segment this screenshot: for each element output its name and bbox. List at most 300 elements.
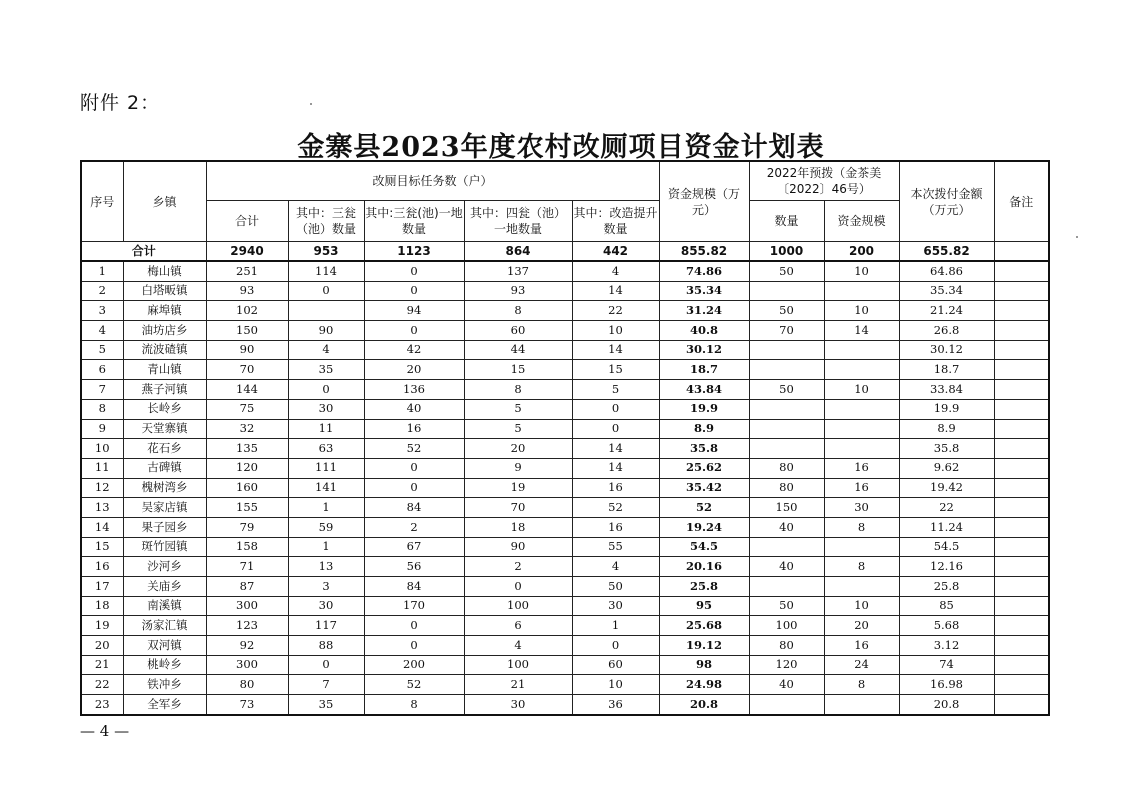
table-row (81, 380, 1049, 400)
table-row (81, 399, 1049, 419)
row-town: 燕子河镇 (123, 380, 206, 400)
row-prealloc-fund: 16 (824, 478, 899, 498)
row-total: 251 (206, 261, 288, 281)
row-sub3: 0 (464, 577, 572, 597)
row-qty (749, 360, 824, 380)
row-sub4: 14 (572, 439, 659, 459)
row-sub1: 11 (288, 419, 364, 439)
row-prealloc-fund: 8 (824, 517, 899, 537)
row-payment: 19.9 (899, 399, 994, 419)
header-prealloc: 2022年预拨（金茶美〔2022〕46号） (749, 161, 899, 201)
row-remark (994, 301, 1049, 321)
row-remark (994, 557, 1049, 577)
row-total: 87 (206, 577, 288, 597)
row-sub3: 18 (464, 517, 572, 537)
row-town: 青山镇 (123, 360, 206, 380)
row-town: 果子园乡 (123, 517, 206, 537)
row-sub4: 36 (572, 695, 659, 715)
row-fund: 25.8 (659, 577, 749, 597)
row-qty: 40 (749, 675, 824, 695)
table-row (81, 557, 1049, 577)
table-row (81, 498, 1049, 518)
table-row (81, 281, 1049, 301)
row-sub3: 21 (464, 675, 572, 695)
row-sub4: 52 (572, 498, 659, 518)
row-sub2: 8 (364, 695, 464, 715)
row-fund: 52 (659, 498, 749, 518)
row-town: 南溪镇 (123, 596, 206, 616)
row-qty: 70 (749, 321, 824, 341)
row-payment: 85 (899, 596, 994, 616)
header-this-payment: 本次拨付金额（万元） (899, 161, 994, 242)
row-prealloc-fund (824, 577, 899, 597)
row-sub2: 0 (364, 458, 464, 478)
row-seq: 15 (81, 537, 123, 557)
row-remark (994, 478, 1049, 498)
row-sub1: 114 (288, 261, 364, 281)
row-sub4: 14 (572, 458, 659, 478)
row-sub1: 88 (288, 636, 364, 656)
row-sub4: 60 (572, 655, 659, 675)
table-row (81, 636, 1049, 656)
row-prealloc-fund: 24 (824, 655, 899, 675)
row-seq: 20 (81, 636, 123, 656)
table-row (81, 695, 1049, 715)
total-sub4: 442 (572, 242, 659, 262)
header-remark: 备注 (994, 161, 1049, 242)
row-remark (994, 281, 1049, 301)
table-row (81, 419, 1049, 439)
row-sub3: 19 (464, 478, 572, 498)
row-sub4: 0 (572, 419, 659, 439)
row-payment: 5.68 (899, 616, 994, 636)
fund-plan-table (80, 160, 1050, 716)
row-sub1: 1 (288, 537, 364, 557)
row-seq: 4 (81, 321, 123, 341)
row-town: 槐树湾乡 (123, 478, 206, 498)
row-sub1: 13 (288, 557, 364, 577)
row-sub4: 55 (572, 537, 659, 557)
row-sub3: 100 (464, 596, 572, 616)
row-payment: 33.84 (899, 380, 994, 400)
total-total: 2940 (206, 242, 288, 262)
row-sub1: 0 (288, 655, 364, 675)
row-fund: 43.84 (659, 380, 749, 400)
row-total: 120 (206, 458, 288, 478)
row-total: 300 (206, 655, 288, 675)
row-sub2: 16 (364, 419, 464, 439)
row-sub3: 20 (464, 439, 572, 459)
row-payment: 16.98 (899, 675, 994, 695)
row-fund: 35.8 (659, 439, 749, 459)
table-row (81, 655, 1049, 675)
row-sub1: 59 (288, 517, 364, 537)
row-payment: 35.34 (899, 281, 994, 301)
row-total: 93 (206, 281, 288, 301)
table-row (81, 360, 1049, 380)
row-fund: 31.24 (659, 301, 749, 321)
row-sub1: 63 (288, 439, 364, 459)
row-qty: 100 (749, 616, 824, 636)
row-fund: 24.98 (659, 675, 749, 695)
row-payment: 74 (899, 655, 994, 675)
header-town: 乡镇 (123, 161, 206, 242)
row-sub3: 44 (464, 340, 572, 360)
row-sub3: 8 (464, 301, 572, 321)
row-sub4: 1 (572, 616, 659, 636)
row-fund: 19.9 (659, 399, 749, 419)
row-qty: 40 (749, 557, 824, 577)
row-prealloc-fund: 8 (824, 557, 899, 577)
row-sub2: 84 (364, 577, 464, 597)
row-sub2: 52 (364, 675, 464, 695)
row-total: 75 (206, 399, 288, 419)
row-sub2: 0 (364, 321, 464, 341)
row-remark (994, 655, 1049, 675)
row-qty: 120 (749, 655, 824, 675)
row-total: 102 (206, 301, 288, 321)
row-remark (994, 517, 1049, 537)
row-sub4: 4 (572, 557, 659, 577)
row-fund: 25.62 (659, 458, 749, 478)
row-sub3: 100 (464, 655, 572, 675)
row-sub3: 5 (464, 419, 572, 439)
row-sub2: 40 (364, 399, 464, 419)
row-payment: 26.8 (899, 321, 994, 341)
row-seq: 3 (81, 301, 123, 321)
row-sub4: 50 (572, 577, 659, 597)
row-sub4: 14 (572, 340, 659, 360)
row-sub4: 14 (572, 281, 659, 301)
row-sub1: 0 (288, 380, 364, 400)
row-sub4: 0 (572, 636, 659, 656)
row-remark (994, 321, 1049, 341)
row-town: 沙河乡 (123, 557, 206, 577)
row-sub4: 4 (572, 261, 659, 281)
table-row (81, 439, 1049, 459)
row-remark (994, 458, 1049, 478)
row-total: 70 (206, 360, 288, 380)
header-seq: 序号 (81, 161, 123, 242)
row-payment: 22 (899, 498, 994, 518)
row-sub2: 67 (364, 537, 464, 557)
header-prealloc-fund: 资金规模 (824, 201, 899, 242)
row-payment: 21.24 (899, 301, 994, 321)
row-seq: 10 (81, 439, 123, 459)
row-remark (994, 616, 1049, 636)
row-sub4: 10 (572, 675, 659, 695)
header-row-1 (81, 161, 1049, 201)
row-total: 160 (206, 478, 288, 498)
row-remark (994, 439, 1049, 459)
header-fund-scale: 资金规模（万元） (659, 161, 749, 242)
row-payment: 11.24 (899, 517, 994, 537)
row-fund: 18.7 (659, 360, 749, 380)
row-total: 92 (206, 636, 288, 656)
row-remark (994, 340, 1049, 360)
row-sub4: 15 (572, 360, 659, 380)
header-sub1: 其中：三瓮（池）数量 (288, 201, 364, 242)
row-fund: 8.9 (659, 419, 749, 439)
row-qty: 150 (749, 498, 824, 518)
row-qty: 40 (749, 517, 824, 537)
document-title: 金寨县2023年度农村改厕项目资金计划表 (297, 132, 825, 163)
row-prealloc-fund (824, 537, 899, 557)
row-sub2: 200 (364, 655, 464, 675)
row-total: 158 (206, 537, 288, 557)
total-fund: 855.82 (659, 242, 749, 262)
row-remark (994, 419, 1049, 439)
row-total: 144 (206, 380, 288, 400)
row-sub1 (288, 301, 364, 321)
row-prealloc-fund (824, 695, 899, 715)
row-sub2: 2 (364, 517, 464, 537)
row-sub3: 4 (464, 636, 572, 656)
row-total: 135 (206, 439, 288, 459)
row-payment: 8.9 (899, 419, 994, 439)
row-sub3: 30 (464, 695, 572, 715)
total-label: 合计 (81, 242, 206, 262)
row-fund: 20.8 (659, 695, 749, 715)
row-prealloc-fund (824, 281, 899, 301)
row-seq: 22 (81, 675, 123, 695)
row-sub3: 137 (464, 261, 572, 281)
row-sub3: 2 (464, 557, 572, 577)
row-sub2: 0 (364, 478, 464, 498)
header-target-group: 改厕目标任务数（户） (206, 161, 659, 201)
row-remark (994, 695, 1049, 715)
row-sub2: 52 (364, 439, 464, 459)
scan-speck (1076, 236, 1078, 238)
row-prealloc-fund (824, 360, 899, 380)
row-sub2: 0 (364, 616, 464, 636)
row-total: 79 (206, 517, 288, 537)
row-fund: 25.68 (659, 616, 749, 636)
row-seq: 11 (81, 458, 123, 478)
row-town: 铁冲乡 (123, 675, 206, 695)
row-town: 流波碴镇 (123, 340, 206, 360)
row-seq: 13 (81, 498, 123, 518)
row-sub3: 93 (464, 281, 572, 301)
row-qty (749, 419, 824, 439)
table-row (81, 517, 1049, 537)
row-town: 花石乡 (123, 439, 206, 459)
row-sub3: 70 (464, 498, 572, 518)
row-town: 梅山镇 (123, 261, 206, 281)
row-prealloc-fund: 8 (824, 675, 899, 695)
table-row (81, 340, 1049, 360)
row-fund: 95 (659, 596, 749, 616)
row-town: 双河镇 (123, 636, 206, 656)
row-fund: 74.86 (659, 261, 749, 281)
total-sub2: 1123 (364, 242, 464, 262)
row-payment: 35.8 (899, 439, 994, 459)
table-row (81, 675, 1049, 695)
row-fund: 30.12 (659, 340, 749, 360)
row-prealloc-fund: 10 (824, 380, 899, 400)
row-town: 汤家汇镇 (123, 616, 206, 636)
row-sub1: 117 (288, 616, 364, 636)
row-sub4: 16 (572, 517, 659, 537)
row-town: 油坊店乡 (123, 321, 206, 341)
row-sub1: 141 (288, 478, 364, 498)
row-fund: 35.34 (659, 281, 749, 301)
table-row (81, 261, 1049, 281)
table-row (81, 577, 1049, 597)
row-payment: 20.8 (899, 695, 994, 715)
row-total: 300 (206, 596, 288, 616)
row-prealloc-fund: 16 (824, 458, 899, 478)
row-prealloc-fund (824, 419, 899, 439)
row-sub3: 5 (464, 399, 572, 419)
row-sub3: 6 (464, 616, 572, 636)
row-total: 71 (206, 557, 288, 577)
row-total: 155 (206, 498, 288, 518)
row-seq: 17 (81, 577, 123, 597)
row-fund: 54.5 (659, 537, 749, 557)
row-seq: 6 (81, 360, 123, 380)
row-seq: 14 (81, 517, 123, 537)
row-fund: 35.42 (659, 478, 749, 498)
header-sub2: 其中:三瓮(池)一地数量 (364, 201, 464, 242)
row-sub2: 170 (364, 596, 464, 616)
row-payment: 25.8 (899, 577, 994, 597)
row-fund: 20.16 (659, 557, 749, 577)
row-prealloc-fund (824, 340, 899, 360)
total-remark (994, 242, 1049, 262)
row-prealloc-fund: 14 (824, 321, 899, 341)
row-qty: 80 (749, 478, 824, 498)
attachment-label: 附件 2： (80, 92, 161, 114)
row-remark (994, 675, 1049, 695)
table-row (81, 616, 1049, 636)
header-total: 合计 (206, 201, 288, 242)
total-payment: 655.82 (899, 242, 994, 262)
row-qty: 50 (749, 261, 824, 281)
row-total: 32 (206, 419, 288, 439)
row-qty: 50 (749, 380, 824, 400)
row-fund: 19.12 (659, 636, 749, 656)
row-sub2: 42 (364, 340, 464, 360)
row-town: 古碑镇 (123, 458, 206, 478)
row-qty (749, 695, 824, 715)
row-total: 90 (206, 340, 288, 360)
row-sub2: 94 (364, 301, 464, 321)
row-total: 123 (206, 616, 288, 636)
row-town: 天堂寨镇 (123, 419, 206, 439)
row-seq: 9 (81, 419, 123, 439)
row-seq: 1 (81, 261, 123, 281)
row-sub3: 9 (464, 458, 572, 478)
row-seq: 23 (81, 695, 123, 715)
row-sub1: 0 (288, 281, 364, 301)
row-remark (994, 577, 1049, 597)
page-number: — 4 — (80, 722, 130, 740)
row-payment: 54.5 (899, 537, 994, 557)
row-sub2: 56 (364, 557, 464, 577)
row-fund: 19.24 (659, 517, 749, 537)
row-qty: 50 (749, 596, 824, 616)
row-remark (994, 498, 1049, 518)
row-sub4: 30 (572, 596, 659, 616)
row-remark (994, 399, 1049, 419)
row-town: 长岭乡 (123, 399, 206, 419)
row-payment: 18.7 (899, 360, 994, 380)
total-sub1: 953 (288, 242, 364, 262)
row-sub4: 22 (572, 301, 659, 321)
row-sub1: 30 (288, 596, 364, 616)
row-sub2: 0 (364, 636, 464, 656)
row-sub3: 90 (464, 537, 572, 557)
row-prealloc-fund: 30 (824, 498, 899, 518)
row-sub2: 136 (364, 380, 464, 400)
row-sub2: 0 (364, 261, 464, 281)
table-row (81, 596, 1049, 616)
table-body (81, 261, 1049, 715)
row-sub1: 90 (288, 321, 364, 341)
row-qty (749, 340, 824, 360)
row-town: 桃岭乡 (123, 655, 206, 675)
row-qty: 50 (749, 301, 824, 321)
row-seq: 19 (81, 616, 123, 636)
header-sub4: 其中：改造提升数量 (572, 201, 659, 242)
row-sub2: 0 (364, 281, 464, 301)
row-sub4: 0 (572, 399, 659, 419)
row-seq: 2 (81, 281, 123, 301)
row-sub1: 35 (288, 360, 364, 380)
row-seq: 7 (81, 380, 123, 400)
row-prealloc-fund: 10 (824, 261, 899, 281)
row-town: 全军乡 (123, 695, 206, 715)
row-total: 80 (206, 675, 288, 695)
row-qty (749, 439, 824, 459)
row-payment: 30.12 (899, 340, 994, 360)
total-prealloc-fund: 200 (824, 242, 899, 262)
row-payment: 3.12 (899, 636, 994, 656)
row-sub3: 60 (464, 321, 572, 341)
row-payment: 64.86 (899, 261, 994, 281)
row-payment: 9.62 (899, 458, 994, 478)
row-remark (994, 596, 1049, 616)
row-prealloc-fund: 10 (824, 596, 899, 616)
row-prealloc-fund: 16 (824, 636, 899, 656)
row-total: 150 (206, 321, 288, 341)
row-qty (749, 537, 824, 557)
row-seq: 16 (81, 557, 123, 577)
row-sub4: 10 (572, 321, 659, 341)
row-sub4: 16 (572, 478, 659, 498)
row-seq: 8 (81, 399, 123, 419)
row-town: 关庙乡 (123, 577, 206, 597)
row-sub1: 4 (288, 340, 364, 360)
total-sub3: 864 (464, 242, 572, 262)
row-sub2: 20 (364, 360, 464, 380)
row-fund: 98 (659, 655, 749, 675)
row-prealloc-fund (824, 399, 899, 419)
row-sub1: 7 (288, 675, 364, 695)
row-town: 吴家店镇 (123, 498, 206, 518)
row-town: 麻埠镇 (123, 301, 206, 321)
row-sub1: 111 (288, 458, 364, 478)
total-qty: 1000 (749, 242, 824, 262)
row-remark (994, 636, 1049, 656)
row-seq: 12 (81, 478, 123, 498)
row-seq: 21 (81, 655, 123, 675)
row-payment: 19.42 (899, 478, 994, 498)
row-remark (994, 261, 1049, 281)
row-sub1: 1 (288, 498, 364, 518)
scan-speck (310, 103, 312, 105)
